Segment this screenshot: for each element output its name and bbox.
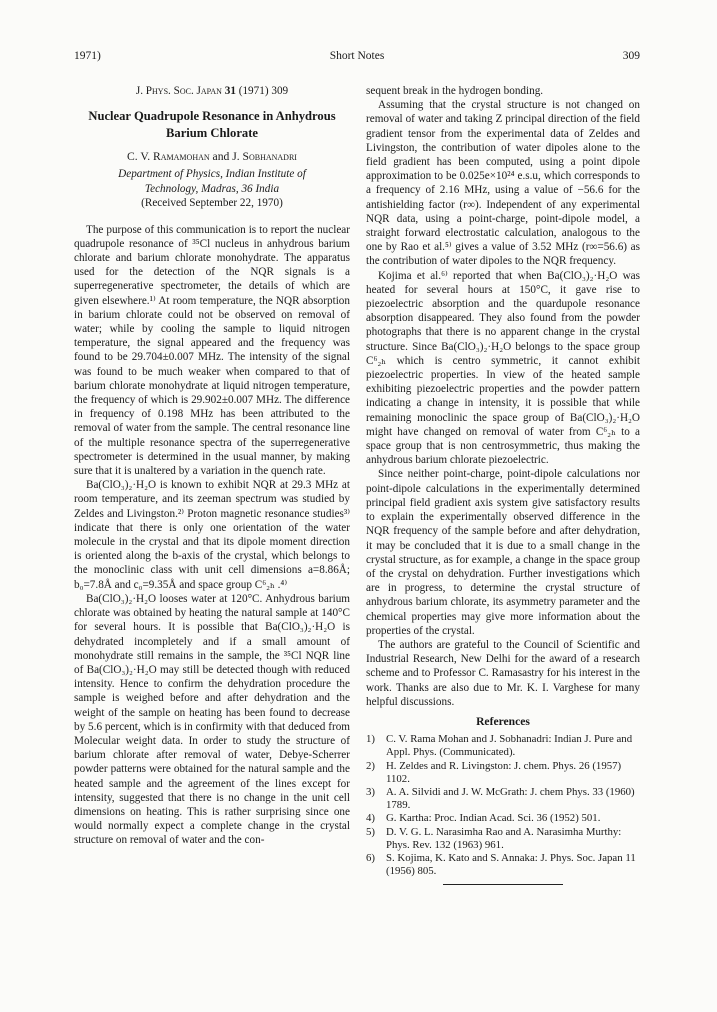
reference-number: 6) bbox=[366, 851, 375, 864]
affiliation-line1: Department of Physics, Indian Institute of bbox=[118, 168, 306, 181]
reference-number: 5) bbox=[366, 825, 375, 838]
right-column bbox=[366, 84, 640, 885]
author1-name: Ramamohan bbox=[153, 150, 210, 164]
reference-item bbox=[366, 826, 640, 852]
paragraph: Ba(ClO₃)₂·H₂O looses water at 120°C. Anhydrous barium chlorate was obtained by heating the natural sample at 140°C for several hours. It is possible that Ba(ClO₃)₂·H₂O is dehydrated incompletely and if a small amount of monohydrate still remains in the sample, the ³⁵Cl NQR line of Ba(ClO₃)₂·H₂O may still be detected though with reduced intensity. Hence to confirm the dehydration procedure the sample is weighed before and after dehydration and the weight of the sample on heating has been found to decrease by 5.6 percent, which is in confirmity with that deduced from Molecular weight data. In order to study the structure of barium chlorate after removal of water, Debye-Scherrer powder patterns were obtained for the natural sample and the heated sample and the agreement of the lines except for intensity, suggested that there is no change in the unit cell dimensions on heating. This is rather surprising since one would normally expect a complete change in the crystal structure on removal of water and the con- bbox=[74, 592, 350, 847]
paragraph: Ba(ClO₃)₂·H₂O is known to exhibit NQR at 29.3 MHz at room temperature, and its zeeman spectrum was studied by Zeldes and Livingston.²⁾ Proton magnetic resonance studies³⁾ indicate that there is only one orientation of the water molecule in the crystal and that its dipole moment direction is oriented along the b-axis of the crystal, which belongs to the monoclinic class with unit cell dimensions a=8.86Å; b₀=7.8Å and c₀=9.35Å and space group C⁶₂ₕ .⁴⁾ bbox=[74, 479, 350, 591]
reference-text: C. V. Rama Mohan and J. Sobhanadri: Indian J. Pure and Appl. Phys. (Communicated). bbox=[386, 733, 633, 759]
header-section: Short Notes bbox=[329, 50, 385, 62]
reference-text: S. Kojima, K. Kato and S. Annaka: J. Phys. Soc. Japan 11 (1956) 805. bbox=[386, 851, 636, 878]
author1-prefix: C. V. bbox=[127, 150, 154, 164]
journal-volume: 31 bbox=[221, 85, 236, 97]
paragraph: Assuming that the crystal structure is not changed on removal of water and taking Z principal direction of the field gradient tensor from the experimental data of Zeldes and Livingston, the contribution of water dipoles alone to the field gradient has been computed, using a point dipole approximation to be 0.025e×10²⁴ e.s.u, which corresponds to a frequency of 2.16 MHz, using a value of −56.6 for the antishielding factor (r∞). Independent of any experimental NQR data, using a point-charge, point-dipole model, a straight forward electrostatic calculation, analogous to the one by Rao et al.⁵⁾ gives a value of 3.52 MHz (r∞=56.6) as the contribution of water dipoles to the NQR frequency. bbox=[366, 99, 640, 268]
paragraph: Since neither point-charge, point-dipole calculations nor point-dipole calculations in the experimentally determined principal field gradient axis system give satisfactory results to explain the experimentally observed difference in the NQR frequency of the sample before and after dehydration, it may be concluded that it is due to a small change in the crystal structure, as for example, a change in the space group of the crystal on dehydration. Further investigations which are in progress, to determine the crystal structure of anhydrous barium chlorate, its asymmetry parameter and the chemical properties may give more information about the properties of the crystal. bbox=[366, 468, 640, 637]
page-number: 309 bbox=[622, 50, 640, 62]
journal-name: Phys. Soc. Japan bbox=[145, 85, 222, 97]
received-date: (Received September 22, 1970) bbox=[141, 197, 283, 210]
reference-text: D. V. G. L. Narasimha Rao and A. Narasimha Murthy: Phys. Rev. 132 (1963) 961. bbox=[386, 825, 622, 851]
author2-name: Sobhanadri bbox=[242, 150, 297, 164]
reference-item bbox=[366, 760, 640, 786]
reference-text: G. Kartha: Proc. Indian Acad. Sci. 36 (1952) 501. bbox=[386, 812, 601, 825]
left-column bbox=[74, 84, 350, 848]
acknowledgements: The authors are grateful to the Council of Scientific and Industrial Research, New Delhi for the award of a research scheme and to Professor C. Ramasastry for his interest in the work. Thanks are also due to Mr. K. I. Varghese for many helpful discussions. bbox=[366, 638, 640, 708]
paragraph: Kojima et al.⁶⁾ reported that when Ba(ClO₃)₂·H₂O was heated for several hours at 150°C, it gave rise to piezoelectric absorption and the quardupole resonance absorption disappeared. They also found from the powder photographs that there is no apparent change in the crystal structure. Since Ba(ClO₃)₂·H₂O belongs to the space group C⁶₂ₕ which is centro symmetric, it cannot exhibit piezoelectric properties. In view of the heated sample exhibiting piezoelectric properties and the powder pattern indicating a change in intensity, it is possible that while remaining monoclinic the space group of Ba(ClO₃)₂·H₂O might have changed on removal of water from C⁶₂ₕ to a space group that is non centrosymmetric, thus making the anhydrous barium chlorate piezoelectric. bbox=[366, 269, 640, 467]
reference-number: 4) bbox=[366, 812, 375, 825]
author-and: and J. bbox=[209, 150, 243, 164]
reference-item bbox=[366, 786, 640, 812]
reference-text: A. A. Silvidi and J. W. McGrath: J. chem Phys. 33 (1960) 1789. bbox=[386, 785, 635, 812]
affiliation-line2: Technology, Madras, 36 India bbox=[144, 182, 280, 195]
journal-citation bbox=[74, 84, 350, 98]
article-title: Nuclear Quadrupole Resonance in Anhydrous Barium Chlorate bbox=[88, 109, 336, 141]
references-heading: References bbox=[476, 714, 530, 728]
reference-item bbox=[366, 812, 640, 825]
journal-prefix: J. bbox=[135, 85, 146, 97]
reference-number: 3) bbox=[366, 785, 375, 798]
reference-item bbox=[366, 733, 640, 759]
reference-text: H. Zeldes and R. Livingston: J. chem. Phys. 26 (1957) 1102. bbox=[386, 759, 622, 785]
reference-number: 2) bbox=[366, 759, 375, 772]
running-head bbox=[74, 50, 640, 66]
reference-item bbox=[366, 852, 640, 878]
header-left: 1971) bbox=[74, 50, 101, 62]
journal-suffix: (1971) 309 bbox=[235, 85, 289, 97]
reference-number: 1) bbox=[366, 733, 375, 746]
paragraph-continuation: sequent break in the hydrogen bonding. bbox=[366, 85, 544, 97]
paragraph: The purpose of this communication is to report the nuclear quadrupole resonance of ³⁵Cl nucleus in anhydrous barium chlorate and barium chlorate monohydrate. The apparatus used for the detection of the NQR signals is a superregenerative spectrometer, the details of which are given elsewhere.¹⁾ At room temperature, the NQR absorption in barium chlorate could not be observed on removal of water; while by cooling the sample to liquid nitrogen temperature, the signal appeared and the frequency was found to be 29.704±0.007 MHz. The intensity of the signal was found to be much weaker when compared to that of barium chlorate monohydrate at liquid nitrogen temperature, the frequency of which is 29.902±0.007 MHz. The difference in frequency of 0.198 MHz has been attributed to the removal of water from the sample. The central resonance line of the multiple resonance spectra of the superregenerative spectrometer is determined in the usual manner, by making sure that it is unaltered by a variation in the quench rate. bbox=[74, 223, 350, 478]
end-rule bbox=[443, 884, 563, 885]
authors bbox=[74, 150, 350, 164]
